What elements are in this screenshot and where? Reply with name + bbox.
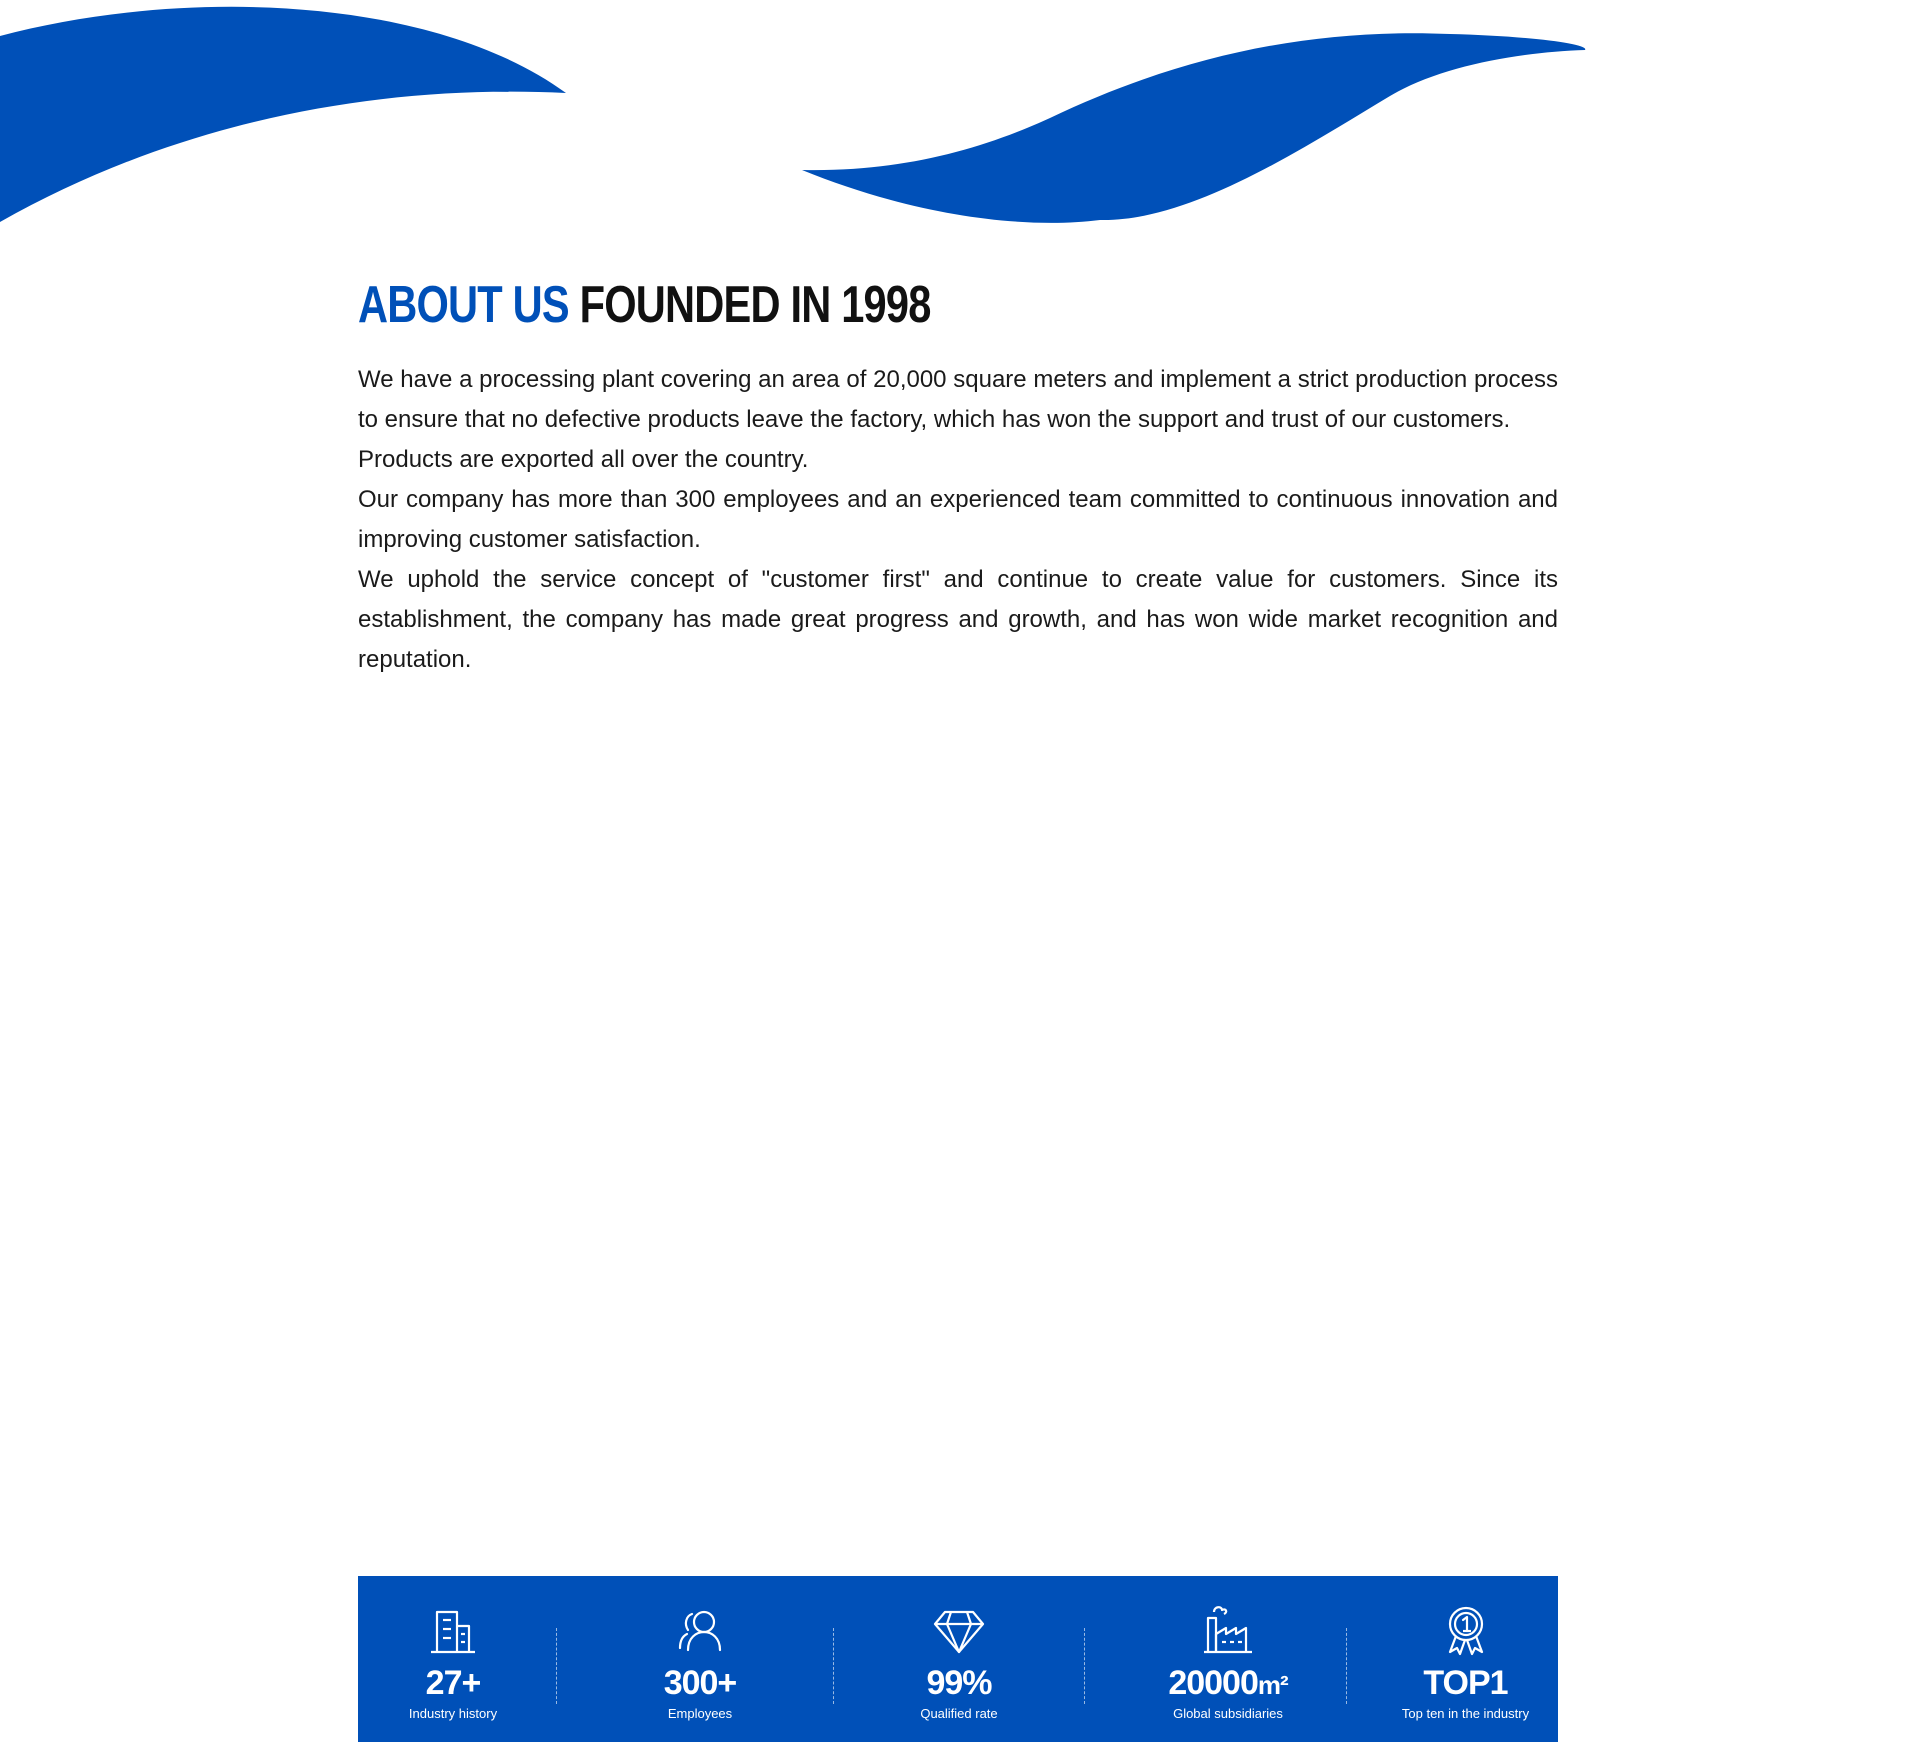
stat-global-subsidiaries [1138,1576,1318,1742]
about-paragraph-3: Our company has more than 300 employees and an experienced team committed to continuous innovation and improving customer satisfaction. [358,486,1558,553]
stat-industry-history [378,1576,528,1742]
building-icon [425,1602,481,1658]
diamond-icon [931,1602,987,1658]
wave-right [802,33,1585,223]
stat-value: 20000m² [1168,1664,1288,1702]
stat-value: 300+ [663,1664,737,1702]
stat-label: Global subsidiaries [1173,1706,1283,1721]
stat-label: Qualified rate [920,1706,998,1721]
divider [1346,1628,1347,1704]
stat-label: Employees [667,1706,733,1721]
page-title [358,270,1318,340]
wave-left [0,7,566,222]
stat-value: 99% [926,1664,992,1702]
stats-bar [358,1576,1558,1742]
stat-top-ranking [1378,1576,1553,1742]
stat-employees [625,1576,775,1742]
stat-value: 27+ [425,1664,481,1702]
stat-label: Top ten in the industry [1401,1706,1530,1721]
about-paragraph-1: We have a processing plant covering an area of 20,000 square meters and implement a strict production process to ensure that no defective products leave the factory, which has won the support and trust of our customers. [358,366,1558,433]
divider [833,1628,834,1704]
factory-icon [1200,1602,1256,1658]
about-section [358,270,1558,680]
stat-label: Industry history [408,1706,498,1721]
title-accent: ABOUT US [358,276,569,334]
stat-value: TOP1 [1423,1664,1508,1702]
divider [556,1628,557,1704]
users-icon [672,1602,728,1658]
about-paragraph-4: We uphold the service concept of "customer first" and continue to create value for customers. Since its establishment, the company has made great progress and growth, and has won wide market recognition and reputation. [358,566,1558,673]
stat-qualified-rate [884,1576,1034,1742]
decorative-waves [0,0,1920,240]
divider [1084,1628,1085,1704]
about-description [358,360,1558,680]
award-medal-icon [1438,1602,1494,1658]
title-main: FOUNDED IN 1998 [579,276,931,334]
about-paragraph-2: Products are exported all over the country. [358,446,809,473]
